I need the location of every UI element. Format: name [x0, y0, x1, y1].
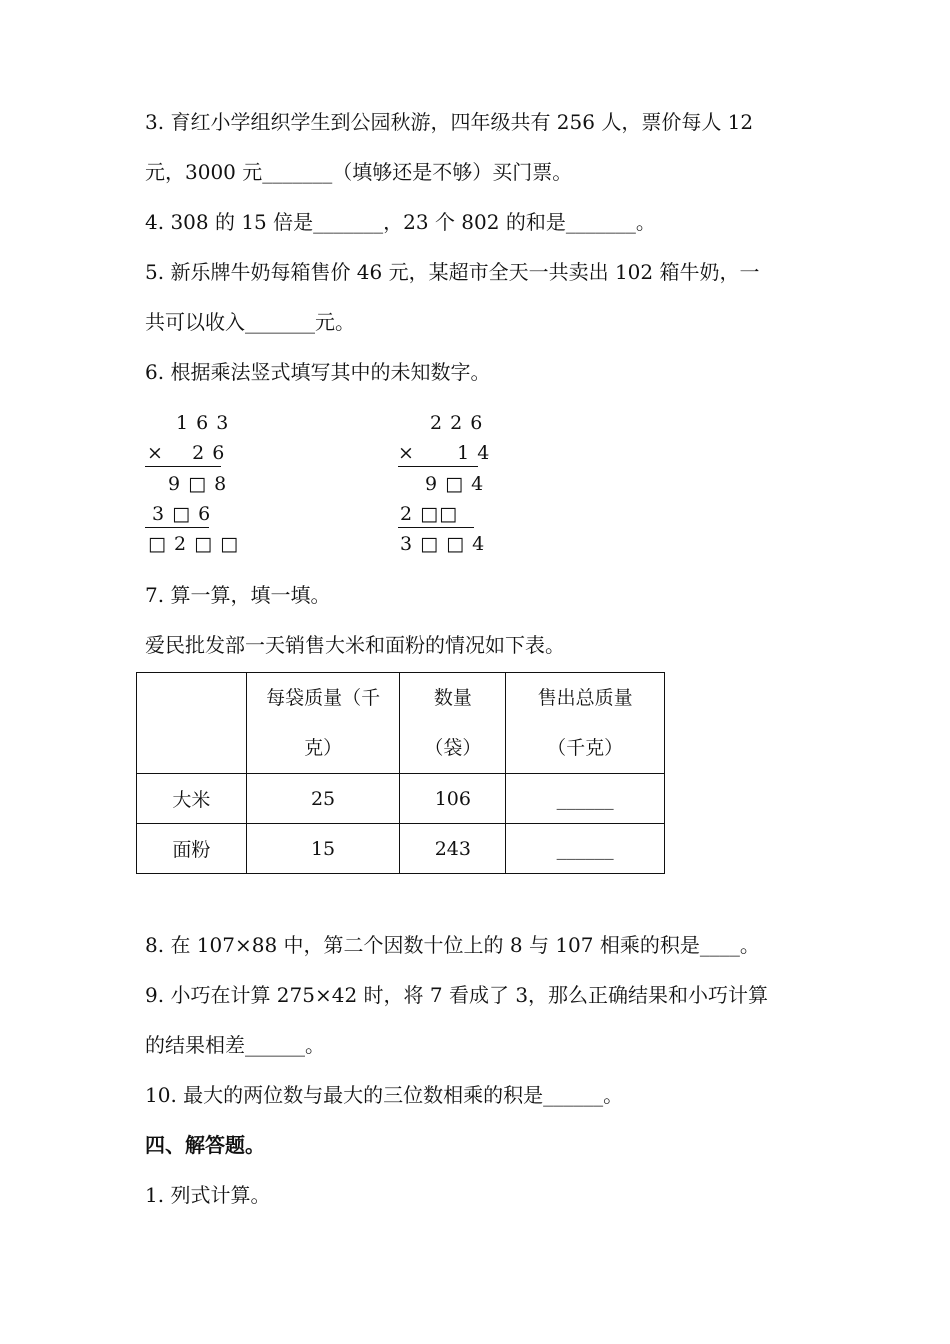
divider-line: [145, 466, 221, 467]
question-9-line-2: 的结果相差______。: [145, 1033, 325, 1057]
header-cell-quantity: [400, 673, 506, 774]
header-cell-total-weight: [506, 673, 665, 774]
question-5-line-1: 5. 新乐牌牛奶每箱售价 46 元，某超市全天一共卖出 102 箱牛奶，一: [145, 260, 760, 284]
header-line: 克）: [304, 737, 343, 759]
multiplicand: 2 2 6: [430, 412, 484, 434]
table-row: [137, 824, 665, 874]
question-9-line-1: 9. 小巧在计算 275×42 时，将 7 看成了 3，那么正确结果和小巧计算: [145, 983, 769, 1007]
header-cell-unit-weight: [246, 673, 400, 774]
section-heading: 四、解答题。: [145, 1133, 265, 1157]
partial-product-1: 9 □ 8: [168, 473, 228, 495]
header-line: 售出总质量: [537, 687, 633, 709]
table-cell: 面粉: [137, 824, 247, 874]
header-cell-empty: [137, 673, 247, 774]
answer-blank[interactable]: ______: [506, 774, 665, 824]
divider-line: [145, 527, 209, 528]
product-result: 3 □ □ 4: [400, 533, 486, 555]
partial-product-1: 9 □ 4: [425, 473, 485, 495]
question-10: 10. 最大的两位数与最大的三位数相乘的积是______。: [145, 1083, 624, 1107]
divider-line: [398, 527, 474, 528]
multiplicand: 1 6 3: [176, 412, 230, 434]
question-5-line-2: 共可以收入_______元。: [145, 310, 355, 334]
table-cell: 243: [400, 824, 506, 874]
product-result: □ 2 □ □: [148, 533, 240, 555]
partial-product-2: 3 □ 6: [152, 503, 212, 525]
question-3-line-2: 元，3000 元_______（填够还是不够）买门票。: [145, 160, 573, 184]
question-4: 4. 308 的 15 倍是_______，23 个 802 的和是_______。: [145, 210, 656, 234]
question-6: 6. 根据乘法竖式填写其中的未知数字。: [145, 360, 491, 384]
question-7-description: 爱民批发部一天销售大米和面粉的情况如下表。: [145, 633, 565, 657]
divider-line: [398, 466, 478, 467]
question-7-title: 7. 算一算，填一填。: [145, 583, 331, 607]
table-header-row: [137, 673, 665, 774]
table-cell: 大米: [137, 774, 247, 824]
sales-table: [136, 672, 665, 874]
table-cell: 15: [246, 824, 400, 874]
table-cell: 106: [400, 774, 506, 824]
question-3-line-1: 3. 育红小学组织学生到公园秋游，四年级共有 256 人，票价每人 12: [145, 110, 754, 134]
table-cell: 25: [246, 774, 400, 824]
answer-blank[interactable]: ______: [506, 824, 665, 874]
multiplier: × 1 4: [398, 442, 491, 464]
header-line: 每袋质量（千: [266, 687, 381, 709]
header-line: （千克）: [547, 737, 624, 759]
question-8: 8. 在 107×88 中，第二个因数十位上的 8 与 107 相乘的积是____。: [145, 933, 760, 957]
header-line: （袋）: [424, 737, 482, 759]
table-row: [137, 774, 665, 824]
multiplier: × 2 6: [147, 442, 226, 464]
section-4-item-1: 1. 列式计算。: [145, 1183, 271, 1207]
partial-product-2: 2 □□: [400, 503, 459, 525]
header-line: 数量: [433, 687, 472, 709]
